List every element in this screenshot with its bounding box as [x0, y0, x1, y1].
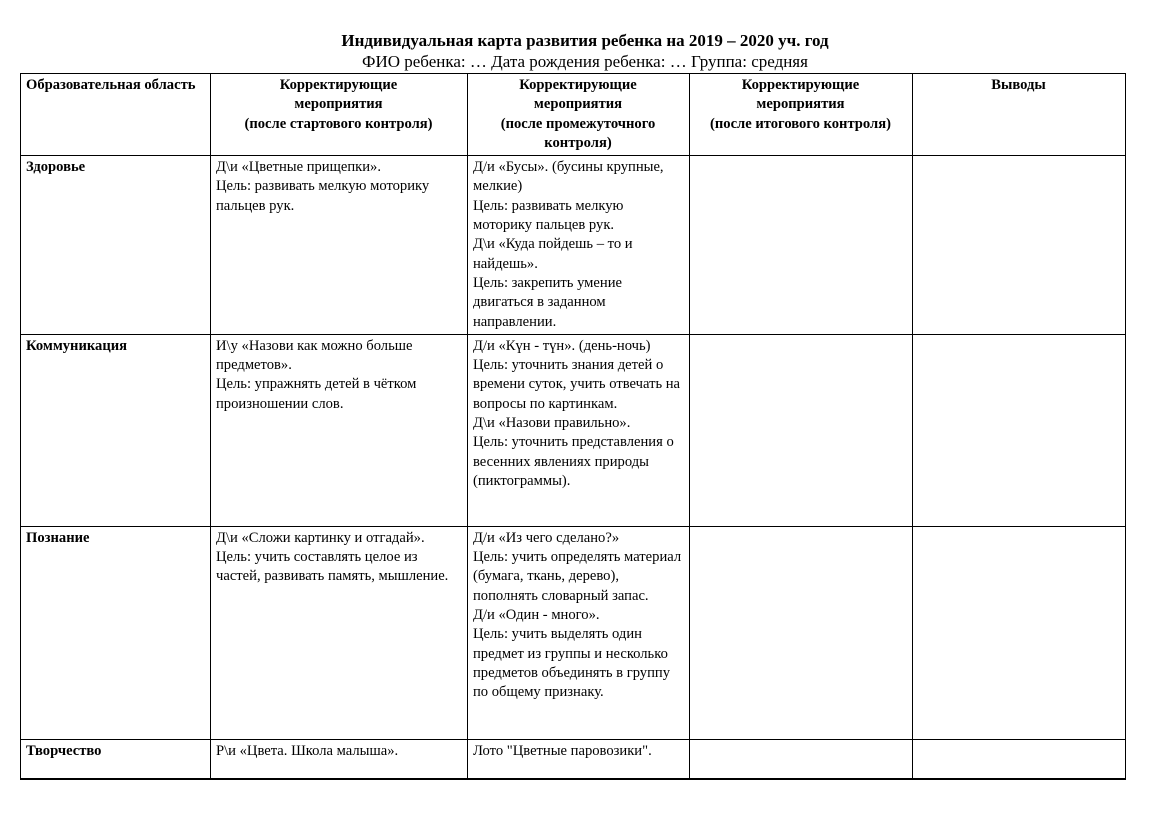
- cell-area: Познание: [21, 526, 211, 739]
- cell-after-intermediate-control: Лото "Цветные паровозики".: [468, 739, 690, 779]
- cell-after-start-control: Д\и «Цветные прищепки». Цель: развивать мелкую моторику пальцев рук.: [211, 156, 468, 335]
- table-row-health: [21, 156, 1126, 335]
- cell-conclusions: [913, 156, 1126, 335]
- cell-after-intermediate-control: Д/и «Күн - түн». (день-ночь) Цель: уточнить знания детей о времени суток, учить отвечать на вопросы по картинкам. Д\и «Назови правильно». Цель: уточнить представления о весенних явлениях природы (пиктограммы).: [468, 334, 690, 526]
- cell-after-start-control: Д\и «Сложи картинку и отгадай». Цель: учить составлять целое из частей, развивать память, мышление.: [211, 526, 468, 739]
- cell-area: Здоровье: [21, 156, 211, 335]
- col-header-after-start-control: Корректирующие мероприятия (после стартового контроля): [211, 74, 468, 156]
- cell-after-final-control: [690, 526, 913, 739]
- header-row: [21, 74, 1126, 156]
- table-row-creativity: [21, 739, 1126, 779]
- document-title: Индивидуальная карта развития ребенка на 2019 – 2020 уч. год: [341, 31, 829, 50]
- table-row-cognition: [21, 526, 1126, 739]
- table-row-communication: [21, 334, 1126, 526]
- cell-area: Творчество: [21, 739, 211, 779]
- cell-area: Коммуникация: [21, 334, 211, 526]
- cell-conclusions: [913, 526, 1126, 739]
- cell-conclusions: [913, 334, 1126, 526]
- cell-after-intermediate-control: Д/и «Из чего сделано?» Цель: учить определять материал (бумага, ткань, дерево), пополнять словарный запас. Д/и «Один - много». Цель: учить выделять один предмет из группы и несколько предметов объединять в группу по общему признаку.: [468, 526, 690, 739]
- cell-after-start-control: Р\и «Цвета. Школа малыша».: [211, 739, 468, 779]
- col-header-after-final-control: Корректирующие мероприятия (после итогового контроля): [690, 74, 913, 156]
- col-header-conclusions: Выводы: [913, 74, 1126, 156]
- development-table: [20, 73, 1126, 780]
- cell-after-final-control: [690, 334, 913, 526]
- col-header-after-intermediate-control: Корректирующие мероприятия (после промежуточного контроля): [468, 74, 690, 156]
- cell-conclusions: [913, 739, 1126, 779]
- cell-after-intermediate-control: Д/и «Бусы». (бусины крупные, мелкие) Цель: развивать мелкую моторику пальцев рук. Д\и «Куда пойдешь – то и найдешь». Цель: закрепить умение двигаться в заданном направлении.: [468, 156, 690, 335]
- col-header-education-area: Образовательная область: [21, 74, 211, 156]
- cell-after-final-control: [690, 739, 913, 779]
- document-subtitle: ФИО ребенка: … Дата рождения ребенка: … Группа: средняя: [362, 52, 808, 71]
- cell-after-start-control: И\у «Назови как можно больше предметов». Цель: упражнять детей в чётком произношении слов.: [211, 334, 468, 526]
- cell-after-final-control: [690, 156, 913, 335]
